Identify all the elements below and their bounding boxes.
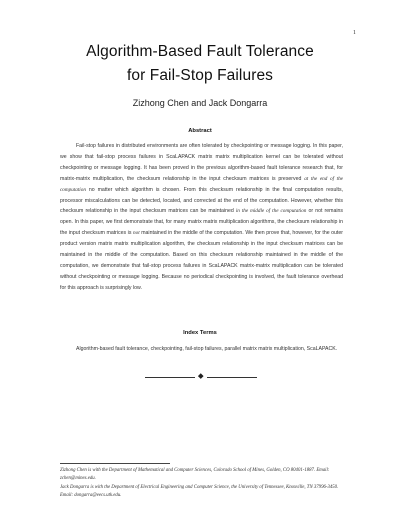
separator-line-right (207, 377, 257, 378)
separator-diamond-icon (198, 374, 203, 379)
page-number: 1 (353, 30, 356, 36)
abstract-body (60, 141, 343, 294)
footnote-rule (60, 463, 170, 464)
abstract-emphasis-segment: at the end of the computation (60, 175, 343, 193)
footnote-author-2: Jack Dongarra is with the Department of Electrical Engineering and Computer Science, the University of Tennessee, Knoxville, TN 37996-3450. Email: dongarra@eecs.utk.edu. (60, 484, 339, 498)
index-terms-body (60, 344, 343, 355)
index-terms-text: Algorithm-based fault tolerance, checkpointing, fail-stop failures, parallel matrix matrix multiplication, ScaLAPACK. (76, 346, 338, 352)
index-terms-heading: Index Terms (183, 330, 217, 336)
abstract-emphasis-segment: not (133, 230, 140, 237)
abstract-text-segment: Fail-stop failures in distributed environments are often tolerated by checkpointing or message logging. In this paper, we show that fail-stop process failures in ScaLAPACK matrix matrix multiplication kernel can be tolerated without checkpointing or message logging. It has been proved in the previous algorithm-based fault tolerance research that, for matrix-matrix multiplication, the checksum relationship in the input checksum matrices is preserved (60, 143, 343, 182)
section-separator (145, 374, 257, 380)
paper-title-line-2: for Fail-Stop Failures (126, 67, 274, 84)
abstract-text-segment: or not remains open. In this paper, we first demonstrate that, for many matrix matrix multiplication algorithms, the checksum relationship in the input checksum matrices is (60, 208, 343, 237)
paper-title-line-1: Algorithm-Based Fault Tolerance (86, 43, 314, 60)
footnotes (60, 467, 342, 500)
author-list: Zizhong Chen and Jack Dongarra (132, 98, 268, 108)
abstract-emphasis-segment: in the middle of the computation (235, 208, 307, 215)
abstract-heading: Abstract (188, 128, 212, 134)
abstract-text-segment: no matter which algorithm is chosen. From this checksum relationship in the final computation results, processor miscalculations can be detected, located, and corrected at the end of the computation. However, whether this checksum relationship in the input checksum matrices can be maintained (60, 186, 343, 215)
abstract-paragraph (60, 141, 343, 294)
abstract-text-segment: maintained in the middle of the computation. We then prove that, however, for the outer product version matrix matrix multiplication algorithm, the checksum relationship in the input checksum matrices can be maintained in the middle of the computation. Based on this checksum relationship maintained in the middle of the computation, we demonstrate that fail-stop process failures in ScaLAPACK matrix-matrix multiplication can be tolerated without checkpointing or message logging. Because no periodical checkpointing is involved, the fault tolerance overhead for this approach is surprisingly low. (60, 230, 343, 291)
separator-line-left (145, 377, 195, 378)
footnote-author-1: Zizhong Chen is with the Department of Mathematical and Computer Sciences, Colorado School of Mines, Golden, CO 80401-1887. Email: zchen@mines.edu. (60, 468, 330, 482)
